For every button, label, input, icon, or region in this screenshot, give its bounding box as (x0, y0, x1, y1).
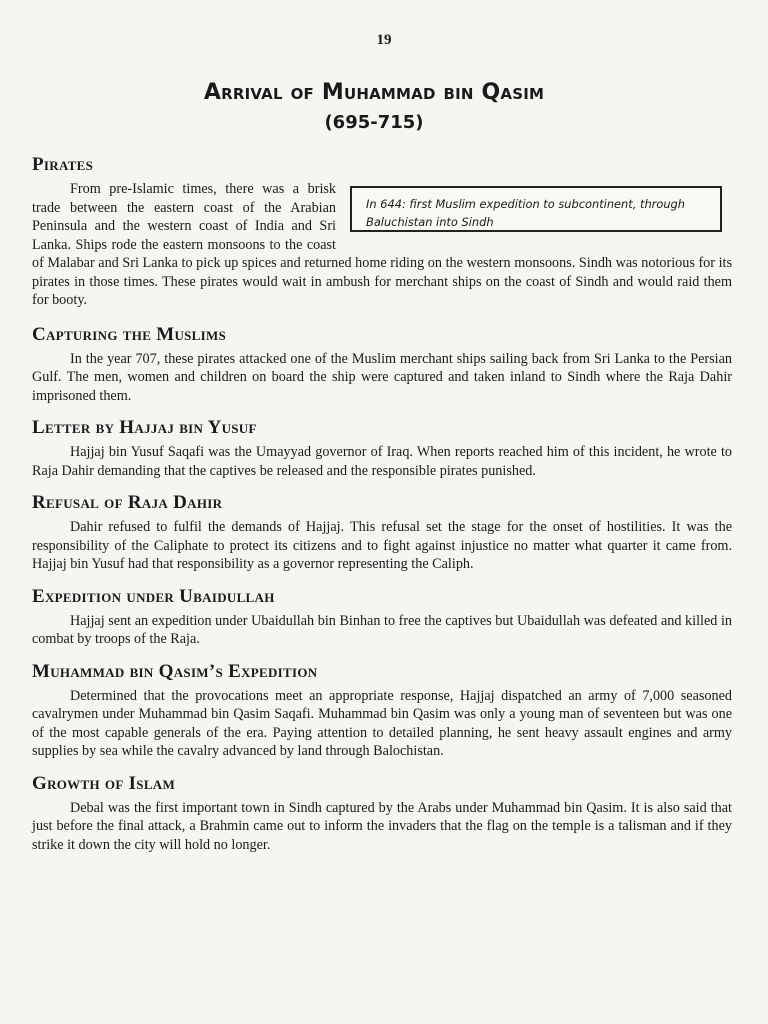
section-muhammad-bin-qasim-expedition (32, 661, 732, 761)
section-text: From pre-Islamic times, there was a brisk trade between the eastern coast of the Arabian Peninsula and the western coast of India and Sri Lanka. Ships rode the eastern monsoons to the coast of Malabar and Sri Lanka to pick up spices and returned home riding on the western monsoons. Sindh was notorious for its pirates in those times. These pirates would wait in ambush for merchant ships on the coast of Sindh and would raid them for booty. (32, 181, 732, 308)
callout-box: In 644: first Muslim expedition to subcontinent, through Baluchistan into Sindh (350, 186, 722, 232)
page-subtitle: (695-715) (324, 112, 424, 133)
section-text: In the year 707, these pirates attacked one of the Muslim merchant ships sailing back from Sri Lanka to the Persian Gulf. The men, women and children on board the ship were captured and taken inland to Sindh where the Raja Dahir imprisoned them. (32, 350, 732, 404)
section-letter-by-hajjaj (32, 417, 732, 480)
page-number: 19 (376, 32, 392, 48)
section-heading: Growth of Islam (32, 772, 176, 794)
section-heading: Capturing the Muslims (32, 323, 227, 345)
section-text: Hajjaj sent an expedition under Ubaidullah bin Binhan to free the captives but Ubaidullah was defeated and killed in combat by troops of the Raja. (32, 612, 732, 647)
section-text: Debal was the first important town in Sindh captured by the Arabs under Muhammad bin Qasim. It is also said that just before the final attack, a Brahmin came out to inform the invaders that the flag on the temple is a talisman and if they strike it down the city will hold no longer. (32, 799, 732, 853)
section-text: Dahir refused to fulfil the demands of Hajjaj. This refusal set the stage for the onset of hostilities. It was the responsibility of the Caliphate to protect its citizens and to fight against injustice no matter what quarter it came from. Hajjaj bin Yusuf had that responsibility as a governor representing the Caliph. (32, 519, 732, 572)
section-heading: Muhammad bin Qasim’s Expedition (32, 660, 318, 682)
section-expedition-under-ubaidullah (32, 586, 732, 649)
section-heading: Expedition under Ubaidullah (32, 585, 275, 607)
section-refusal-of-raja-dahir (32, 492, 732, 574)
section-text: Determined that the provocations meet an appropriate response, Hajjaj dispatched an army of 7,000 seasoned cavalrymen under Muhammad bin Qasim Saqafi. Muhammad bin Qasim was only a young man of seventeen but was one of the most capable generals of the era. Paying attention to detailed planning, he sent heavy assault engines and army supplies by sea while the cavalry advanced by land through Balochistan. (32, 687, 732, 759)
section-heading: Letter by Hajjaj bin Yusuf (32, 417, 257, 438)
section-pirates (32, 154, 732, 310)
section-capturing-the-muslims (32, 324, 732, 406)
article-body (32, 154, 732, 866)
section-growth-of-islam (32, 773, 732, 855)
section-text: Hajjaj bin Yusuf Saqafi was the Umayyad governor of Iraq. When reports reached him of this incident, he wrote to Raja Dahir demanding that the captives be released and the responsible pirates punished. (32, 444, 732, 479)
section-heading: Refusal of Raja Dahir (32, 492, 223, 513)
page-title: Arrival of Muhammad bin Qasim (203, 80, 545, 105)
section-heading: Pirates (32, 154, 94, 175)
